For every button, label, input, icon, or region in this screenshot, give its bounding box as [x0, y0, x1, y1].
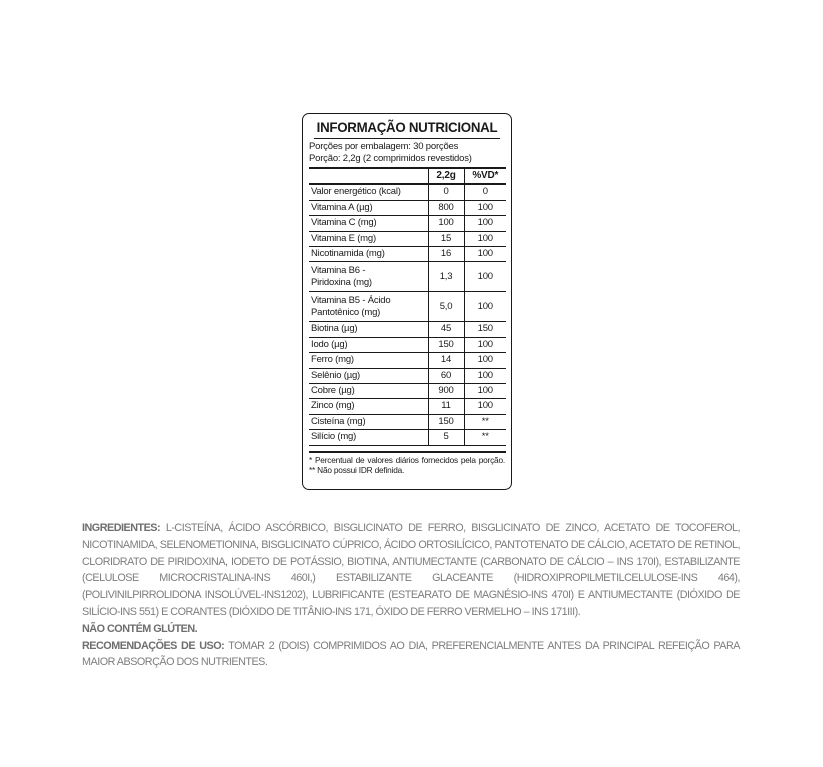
- table-row: [309, 353, 506, 368]
- ingredients-paragraph: [82, 520, 740, 621]
- nutrient-dv: 100: [464, 200, 506, 215]
- table-bottom-rule: [309, 445, 506, 452]
- nutrient-dv: 100: [464, 231, 506, 246]
- nutrient-amount: 150: [428, 337, 464, 352]
- table-row: [309, 292, 506, 322]
- table-row: [309, 368, 506, 383]
- table-row: [309, 337, 506, 352]
- nutrient-dv: 150: [464, 322, 506, 337]
- nutrient-amount: 0: [428, 184, 464, 200]
- serving-size: Porção: 2,2g (2 comprimidos revestidos): [309, 152, 472, 164]
- nutrient-dv: 100: [464, 216, 506, 231]
- nutrition-title: INFORMAÇÃO NUTRICIONAL: [314, 119, 500, 139]
- nutrient-dv: 100: [464, 292, 506, 322]
- nutrient-name-line: Vitamina B6 -: [311, 265, 366, 277]
- nutrient-dv: 100: [464, 262, 506, 292]
- gluten-statement: [82, 621, 740, 638]
- nutrient-dv: 100: [464, 368, 506, 383]
- table-row: [309, 430, 506, 445]
- nutrient-dv: 100: [464, 353, 506, 368]
- table-row: [309, 184, 506, 200]
- nutrient-name: Silício (mg): [309, 430, 428, 445]
- nutrient-amount: 5: [428, 430, 464, 445]
- nutrient-name: Vitamina C (mg): [309, 216, 428, 231]
- usage-label: RECOMENDAÇÕES DE USO:: [82, 639, 225, 652]
- ingredients-text: L-CISTEÍNA, ÁCIDO ASCÓRBICO, BISGLICINATO DE FERRO, BISGLICINATO DE ZINCO, ACETATO DE TOCOFEROL, NICOTINAMIDA, SELENOMETIONINA, BISGLICINATO CÚPRICO, ÁCIDO ORTOSILÍCICO, PANTOTENATO DE CÁLCIO, ACETATO DE RETINOL, CLORIDRATO DE PIRIDOXINA, IODETO DE POTÁSSIO, BIOTINA, ANTIUMECTANTE (CARBONATO DE CÁLCIO – INS 170I), ESTABILIZANTE (CELULOSE MICROCRISTALINA-INS 460I,) ESTABILIZANTE GLACEANTE (HIDROXIPROPILMETILCELULOSE-INS 464), (POLIVINILPIRROLIDONA INSOLÚVEL-INS1202), LUBRIFICANTE (ESTEARATO DE MAGNÉSIO-INS 470I) E ANTIUMECTANTE (DIÓXIDO DE SILÍCIO-INS 551) E CORANTES (DIÓXIDO DE TITÂNIO-INS 171, ÓXIDO DE FERRO VERMELHO – INS 171III).: [82, 522, 740, 618]
- ingredients-block: [82, 520, 740, 671]
- nutrient-dv: **: [464, 430, 506, 445]
- table-row: [309, 414, 506, 429]
- nutrient-name-line: Vitamina B5 - Ácido: [311, 295, 391, 307]
- table-row: [309, 384, 506, 399]
- nutrient-amount: 100: [428, 216, 464, 231]
- nutrient-dv: 100: [464, 399, 506, 414]
- nutrient-name: Ferro (mg): [309, 353, 428, 368]
- nutrient-dv: 100: [464, 337, 506, 352]
- header-amount: 2,2g: [428, 168, 464, 184]
- nutrient-dv: 100: [464, 384, 506, 399]
- nutrition-table: [309, 167, 506, 453]
- table-row: [309, 262, 506, 292]
- table-row: [309, 399, 506, 414]
- nutrient-amount: 45: [428, 322, 464, 337]
- table-row: [309, 231, 506, 246]
- nutrient-amount: 60: [428, 368, 464, 383]
- nutrient-name: [309, 262, 428, 292]
- servings-per-package: Porções por embalagem: 30 porções: [309, 141, 459, 152]
- table-row: [309, 247, 506, 262]
- nutrient-amount: 15: [428, 231, 464, 246]
- header-dv: %VD*: [464, 168, 506, 184]
- gluten-label: NÃO CONTÉM GLÚTEN.: [82, 622, 198, 635]
- footnote: * Percentual de valores diários fornecidos pela porção. ** Não possui IDR definida.: [309, 454, 505, 476]
- ingredients-label: INGREDIENTES:: [82, 522, 161, 534]
- nutrient-name: Cobre (µg): [309, 384, 428, 399]
- nutrient-dv: **: [464, 414, 506, 429]
- nutrient-name: Biotina (µg): [309, 322, 428, 337]
- nutrient-amount: 150: [428, 414, 464, 429]
- nutrient-amount: 1,3: [428, 262, 464, 292]
- nutrient-name: Cisteína (mg): [309, 414, 428, 429]
- nutrient-name: Vitamina E (mg): [309, 231, 428, 246]
- nutrient-name: Iodo (µg): [309, 337, 428, 352]
- header-nutrient: [309, 168, 428, 184]
- table-row: [309, 200, 506, 215]
- table-row: [309, 322, 506, 337]
- nutrient-name: Zinco (mg): [309, 399, 428, 414]
- nutrient-dv: 0: [464, 184, 506, 200]
- nutrient-name: Selênio (µg): [309, 368, 428, 383]
- usage-text: TOMAR 2 (DOIS) COMPRIMIDOS AO DIA, PREFERENCIALMENTE ANTES DA PRINCIPAL REFEIÇÃO PARA MAIOR ABSORÇÃO DOS NUTRIENTES.: [82, 639, 740, 669]
- serving-info: [309, 139, 505, 167]
- nutrient-name: Vitamina A (µg): [309, 200, 428, 215]
- table-header-row: [309, 168, 506, 184]
- nutrient-amount: 900: [428, 384, 464, 399]
- nutrient-name-line: Pantotênico (mg): [311, 306, 381, 318]
- nutrition-facts-panel: [302, 113, 512, 490]
- nutrient-amount: 14: [428, 353, 464, 368]
- nutrient-amount: 800: [428, 200, 464, 215]
- usage-paragraph: [82, 638, 740, 672]
- nutrient-name: Nicotinamida (mg): [309, 247, 428, 262]
- nutrient-amount: 5,0: [428, 292, 464, 322]
- nutrient-amount: 11: [428, 399, 464, 414]
- nutrient-amount: 16: [428, 247, 464, 262]
- nutrient-name: [309, 292, 428, 322]
- table-row: [309, 216, 506, 231]
- nutrient-name: Valor energético (kcal): [309, 184, 428, 200]
- nutrient-dv: 100: [464, 247, 506, 262]
- nutrient-name-line: Piridoxina (mg): [311, 276, 372, 288]
